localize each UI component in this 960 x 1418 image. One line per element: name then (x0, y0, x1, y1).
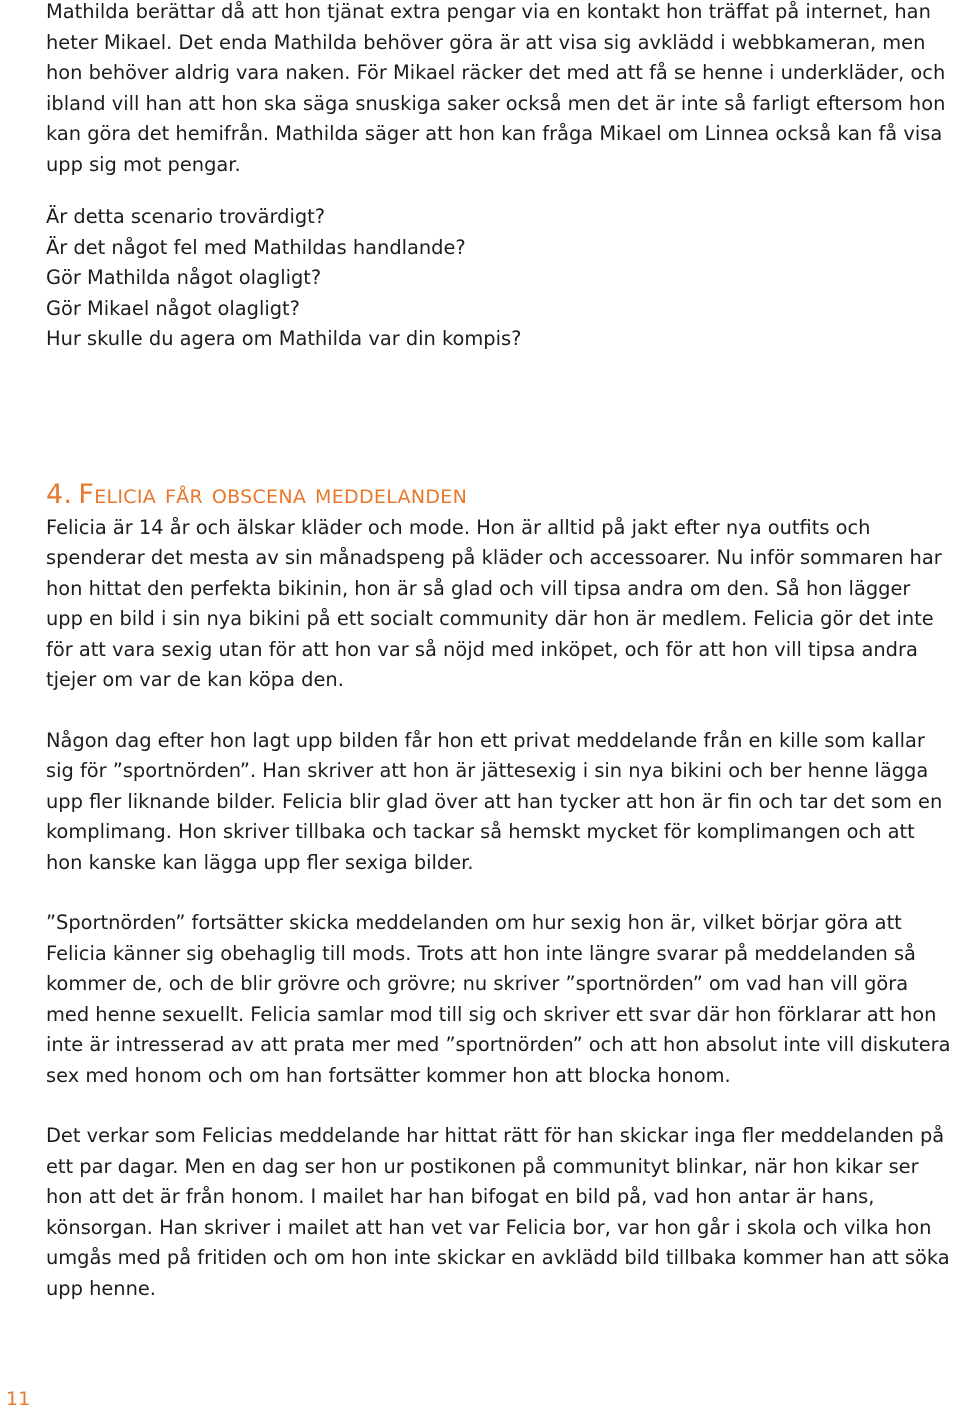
question-3: Gör Mathilda något olagligt? (46, 266, 322, 289)
section-paragraph-4: Det verkar som Felicias meddelande har hittat rätt för han skickar inga fler meddelanden på ett par dagar. Men en dag ser hon ur postikonen på communityt blinkar, när hon kikar ser hon att det är från honom. I mailet har han bifogat en bild på, vad hon antar är hans, könsorgan. Han skriver i mailet att han vet var Felicia bor, var hon går i skola och vilka hon umgås med på fritiden och om hon inte skickar en avklädd bild tillbaka kommer han att söka upp henne. (46, 1124, 950, 1300)
section-paragraph-3: ”Sportnörden” fortsätter skicka meddelanden om hur sexig hon är, vilket börjar göra att Felicia känner sig obehaglig till mods. Trots att hon inte längre svarar på meddelanden så kommer de, och de blir grövre och grövre; nu skriver ”sportnörden” om vad han vill göra med henne sexuellt. Felicia samlar mod till sig och skriver ett svar där hon förklarar att hon inte är intresserad av att prata mer med ”sportnörden” och att hon absolut inte vill diskutera sex med honom och om han fortsätter kommer hon att blocka honom. (46, 911, 951, 1087)
question-2: Är det något fel med Mathildas handlande? (46, 235, 466, 259)
question-5: Hur skulle du agera om Mathilda var din kompis? (46, 327, 522, 350)
section-title: Felicia får obscena meddelanden (78, 478, 468, 510)
document-page (46, 0, 951, 1304)
page-number: 11 (6, 1388, 31, 1410)
section-heading (46, 477, 951, 513)
question-4: Gör Mikael något olagligt? (46, 296, 300, 320)
section-paragraph-1: Felicia är 14 år och älskar kläder och mode. Hon är alltid på jakt efter nya outfits och spenderar det mesta av sin månadspeng på kläder och accessoarer. Nu inför sommaren har hon hittat den perfekta bikinin, hon är så glad och vill tipsa andra om den. Så hon lägger upp en bild i sin nya bikini på ett socialt community där hon är medlem. Felicia gör det inte för att vara sexig utan för att hon var så nöjd med inköpet, och för att hon vill tipsa andra tjejer om var de kan köpa den. (46, 515, 942, 691)
intro-paragraph: Mathilda berättar då att hon tjänat extra pengar via en kontakt hon träffat på internet, han heter Mikael. Det enda Mathilda behöver göra är att visa sig avklädd i webbkameran, men hon behöver aldrig vara naken. För Mikael räcker det med att få se henne i underkläder, och ibland vill han att hon ska säga snuskiga saker också men det är inte så farligt eftersom hon kan göra det hemifrån. Mathilda säger att hon kan fråga Mikael om Linnea också kan få visa upp sig mot pengar. (46, 0, 946, 176)
discussion-questions (46, 202, 951, 355)
section-number: 4. (46, 478, 73, 510)
question-1: Är detta scenario trovärdigt? (46, 205, 326, 228)
section-paragraph-2: Någon dag efter hon lagt upp bilden får hon ett privat meddelande från en kille som kallar sig för ”sportnörden”. Han skriver att hon är jättesexig i sin nya bikini och ber henne lägga upp fler liknande bilder. Felicia blir glad över att han tycker att hon är fin och tar det som en komplimang. Hon skriver tillbaka och tackar så hemskt mycket för komplimangen och att hon kanske kan lägga upp fler sexiga bilder. (46, 728, 943, 874)
